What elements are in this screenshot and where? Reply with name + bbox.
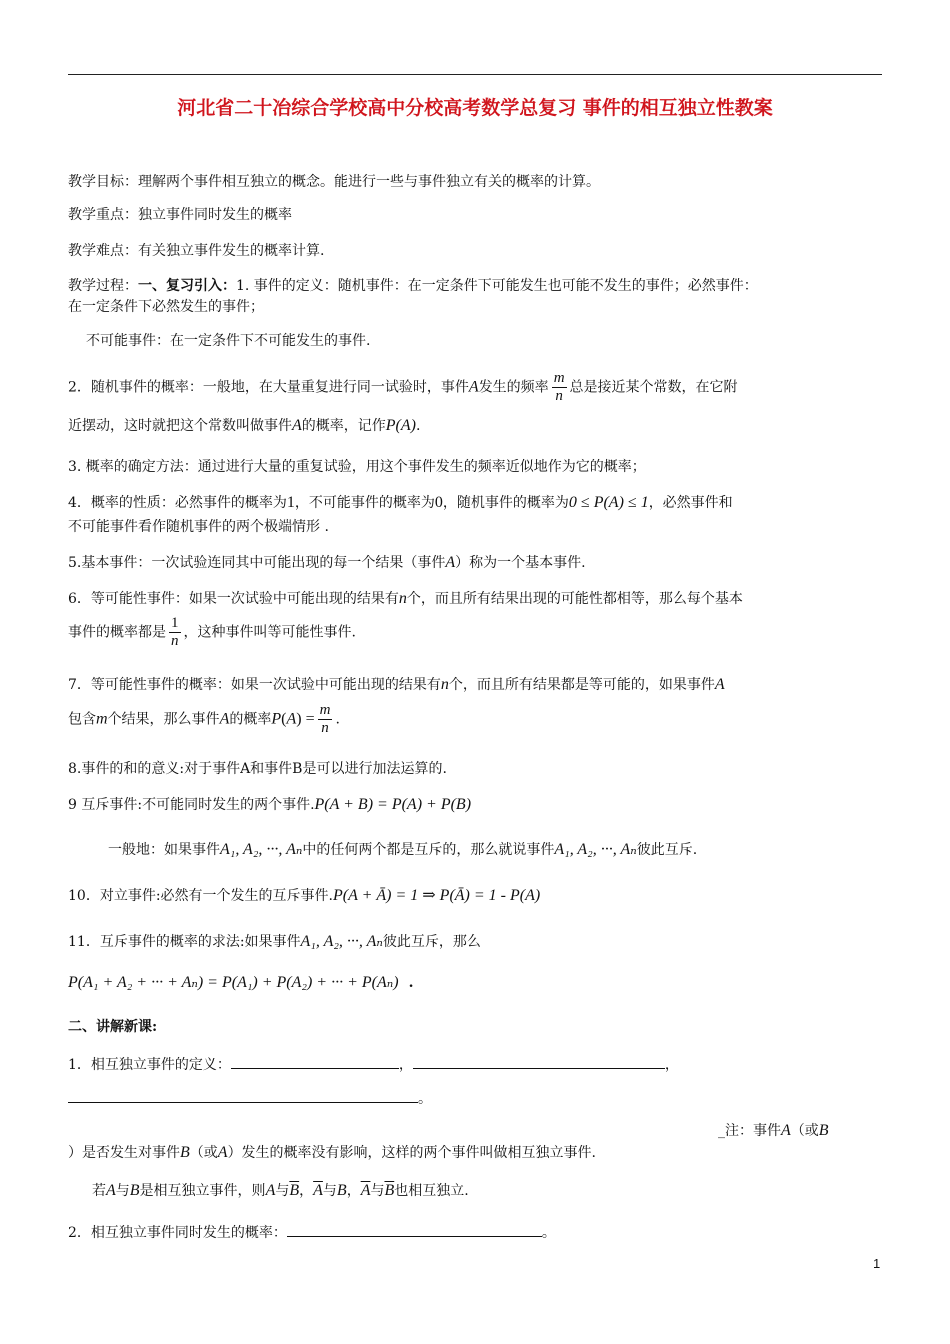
definition-blank-3[interactable]	[68, 1086, 418, 1103]
document-title: 河北省二十冶综合学校高中分校高考数学总复习 事件的相互独立性教案	[177, 97, 773, 119]
probability-range: 0 ≤ P(A) ≤ 1	[568, 494, 649, 511]
one-over-n-fraction: $\frac{1}{n}$	[171, 615, 179, 649]
complement-formula: P(A + Ā) = 1 ⇒ P(Ā) = 1 - P(A)	[332, 887, 541, 904]
teaching-difficulty: 教学难点：有关独立事件发生的概率计算.	[68, 243, 325, 259]
item5: 5.基本事件：一次试验连同其中可能出现的每一个结果（事件A）称为一个基本事件.	[68, 554, 586, 571]
item6-line2: 事件的概率都是 $\frac{1}{n}$ ，这种事件叫等可能性事件.	[68, 615, 356, 649]
item11-line1: 11．互斥事件的概率的求法:如果事件A₁, A₂, ···, Aₙ彼此互斥，那么	[68, 933, 481, 950]
frequency-fraction: $\frac{m}{n}$	[553, 370, 565, 404]
item9-line2: 一般地：如果事件A₁, A₂, ···, Aₙ中的任何两个都是互斥的，那么就说事件A₁, A₂, ···, Aₙ彼此互斥.	[108, 841, 698, 858]
sum-probability-formula: P(A₁ + A₂ + ··· + Aₙ) = P(A₁) + P(A₂) + ··· + P(Aₙ)	[68, 974, 399, 991]
item3: 3. 概率的确定方法：通过进行大量的重复试验，用这个事件发生的频率近似地作为它的概率；	[68, 459, 646, 475]
definition-blank-2[interactable]	[413, 1052, 665, 1069]
item2-line1: 2．随机事件的概率：一般地，在大量重复进行同一试验时，事件A发生的频率 $\frac{m}{n}$ 总是接近某个常数，在它附	[68, 370, 738, 404]
teaching-key-point: 教学重点：独立事件同时发生的概率	[68, 207, 292, 223]
top-rule	[68, 74, 882, 75]
independence-complements: 若A与B是相互独立事件，则A与$\overline{B}$，$\overline{A}$与B，$\overline{A}$与$\overline{B}$也相互独立.	[92, 1182, 469, 1199]
joint-probability-blank[interactable]	[287, 1220, 542, 1237]
item1-text: 1. 事件的定义：随机事件：在一定条件下可能发生也可能不发生的事件；必然事件：	[236, 278, 758, 294]
probability-notation: P(A)	[385, 417, 416, 434]
m-over-n-fraction: $\frac{m}{n}$	[319, 702, 331, 736]
section-review-heading: 一、复习引入：	[138, 278, 236, 294]
section-new-lesson-heading: 二、讲解新课:	[68, 1019, 158, 1035]
item2-line2: 近摆动，这时就把这个常数叫做事件A的概率，记作P(A).	[68, 417, 421, 434]
item4-line1: 4．概率的性质：必然事件的概率为1，不可能事件的概率为0，随机事件的概率为0 ≤ P(A) ≤ 1，必然事件和	[68, 494, 733, 511]
item8: 8.事件的和的意义:对于事件A和事件B是可以进行加法运算的.	[68, 761, 447, 777]
impossible-event-def: 不可能事件：在一定条件下不可能发生的事件.	[86, 333, 371, 349]
page-number: 1	[873, 1256, 881, 1271]
process-label: 教学过程：	[68, 278, 138, 294]
new2-line: 2．相互独立事件同时发生的概率： 。	[68, 1220, 556, 1243]
note-start: _注：事件A（或B	[718, 1122, 829, 1139]
mutually-exclusive-formula: P(A + B) = P(A) + P(B)	[314, 796, 472, 813]
item11-formula-line: P(A₁ + A₂ + ··· + Aₙ) = P(A₁) + P(A₂) + ··· + P(Aₙ) .	[68, 974, 414, 991]
note-continued: ）是否发生对事件B（或A）发生的概率没有影响，这样的两个事件叫做相互独立事件.	[68, 1144, 597, 1161]
item7-line2: 包含m个结果，那么事件A的概率P(A) = $\frac{m}{n}$ .	[68, 702, 340, 736]
new1-line1: 1．相互独立事件的定义： ， ，	[68, 1052, 679, 1075]
item10: 10．对立事件:必然有一个发生的互斥事件.P(A + Ā) = 1 ⇒ P(Ā) = 1 - P(A)	[68, 887, 541, 904]
new1-line2: 。	[68, 1086, 432, 1109]
item1-continued: 在一定条件下必然发生的事件；	[68, 299, 264, 315]
teaching-goal: 教学目标：理解两个事件相互独立的概念。能进行一些与事件独立有关的概率的计算。	[68, 174, 600, 190]
item7-line1: 7．等可能性事件的概率：如果一次试验中可能出现的结果有n个，而且所有结果都是等可能的，如果事件A	[68, 676, 725, 693]
item9-line1: 9 互斥事件:不可能同时发生的两个事件.P(A + B) = P(A) + P(B)	[68, 796, 472, 813]
item4-line2: 不可能事件看作随机事件的两个极端情形 .	[68, 519, 329, 535]
process-line	[68, 276, 758, 296]
item6-line1: 6．等可能性事件：如果一次试验中可能出现的结果有n个，而且所有结果出现的可能性都相等，那么每个基本	[68, 590, 743, 607]
definition-blank-1[interactable]	[231, 1052, 399, 1069]
